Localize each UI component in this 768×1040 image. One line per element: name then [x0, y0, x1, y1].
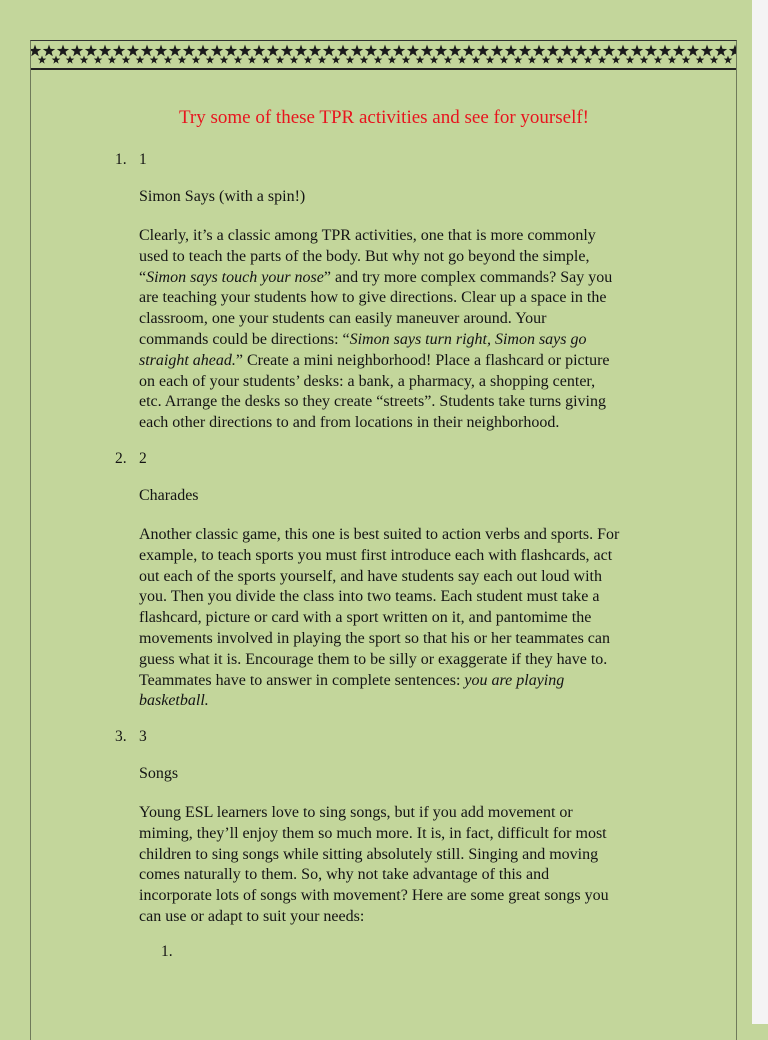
star-icon — [584, 56, 593, 64]
star-icon — [696, 56, 705, 64]
star-icon — [276, 56, 285, 64]
star-icon — [491, 45, 503, 57]
text-run: ” and try more complex commands? Say you — [323, 268, 613, 286]
text-run: each other directions to and from locations in their neighborhood. — [139, 414, 560, 432]
star-icon — [57, 45, 69, 57]
text-line — [139, 268, 679, 289]
star-icon — [500, 56, 509, 64]
star-icon — [127, 45, 139, 57]
star-icon — [477, 45, 489, 57]
star-icon — [407, 45, 419, 57]
text-run: movements involved in playing the sport so that his or her teammates can — [139, 629, 611, 647]
star-icon — [211, 45, 223, 57]
star-icon — [164, 56, 173, 64]
text-run: Young ESL learners love to sing songs, but if you add movement or — [139, 804, 573, 821]
star-icon — [393, 45, 405, 57]
italic-text: Simon says touch your nose — [146, 268, 324, 286]
star-icon — [197, 45, 209, 57]
star-icon — [421, 45, 433, 57]
italic-text: basketball. — [139, 692, 209, 710]
text-line — [139, 330, 679, 351]
star-icon — [66, 56, 75, 64]
star-icon — [351, 45, 363, 57]
text-line — [139, 525, 679, 546]
star-icon — [430, 56, 439, 64]
text-run: etc. Arrange the desks so they create “streets”. Students take turns giving — [139, 393, 606, 411]
star-icon — [617, 45, 629, 57]
star-icon — [659, 45, 671, 57]
activity-heading: Songs — [139, 765, 179, 782]
text-run: children to sing songs while sitting absolutely still. Singing and moving — [139, 845, 599, 863]
star-icon — [234, 56, 243, 64]
activity-heading: Simon Says (with a spin!) — [139, 188, 306, 205]
text-run: commands could be directions: “ — [139, 330, 350, 348]
star-icon — [449, 45, 461, 57]
star-icon — [458, 56, 467, 64]
activity-description — [139, 525, 679, 712]
star-icon — [729, 45, 736, 57]
star-icon — [612, 56, 621, 64]
star-icon — [192, 56, 201, 64]
text-line — [139, 309, 679, 330]
star-icon — [654, 56, 663, 64]
list-marker: 1. — [115, 151, 127, 168]
text-line — [139, 392, 679, 413]
text-run: miming, they’ll enjoy them so much more. It is, in fact, difficult for most — [139, 824, 607, 842]
text-line — [139, 886, 679, 907]
star-icon — [598, 56, 607, 64]
text-run: classroom, one your students can easily maneuver around. Your — [139, 310, 547, 328]
text-run: ” Create a mini neighborhood! Place a flashcard or picture — [235, 351, 610, 369]
text-run: Clearly, it’s a classic among TPR activities, one that is more commonly — [139, 227, 596, 244]
list-marker: 3. — [115, 728, 127, 745]
activity-number: 2 — [139, 450, 147, 467]
text-run: out each of the sports yourself, and have students say each out loud with — [139, 567, 602, 585]
text-line — [139, 691, 679, 712]
star-icon — [640, 56, 649, 64]
text-line — [139, 824, 679, 845]
star-icon — [99, 45, 111, 57]
star-icon — [253, 45, 265, 57]
star-icon — [603, 45, 615, 57]
star-icon — [43, 45, 55, 57]
text-run: example, to teach sports you must first introduce each with flashcards, act — [139, 546, 613, 564]
italic-text: straight ahead. — [139, 351, 236, 369]
star-icon — [136, 56, 145, 64]
text-run: comes naturally to them. So, why not take advantage of this and — [139, 866, 550, 884]
star-icon — [150, 56, 159, 64]
text-line — [139, 247, 679, 268]
star-icon — [365, 45, 377, 57]
page-edge-shadow — [752, 0, 768, 1024]
star-icon — [463, 45, 475, 57]
star-icon — [220, 56, 229, 64]
star-icon — [416, 56, 425, 64]
text-line — [139, 587, 679, 608]
star-icon — [80, 56, 89, 64]
star-icon — [631, 45, 643, 57]
text-line — [139, 567, 679, 588]
activity-number: 3 — [139, 728, 147, 745]
star-icon — [360, 56, 369, 64]
star-icon — [85, 45, 97, 57]
star-icon — [542, 56, 551, 64]
star-icon — [528, 56, 537, 64]
text-line — [139, 413, 679, 434]
star-icon — [304, 56, 313, 64]
star-icon — [113, 45, 125, 57]
text-run: on each of your students’ desks: a bank, a pharmacy, a shopping center, — [139, 372, 596, 390]
star-icon — [94, 56, 103, 64]
text-line — [139, 372, 679, 393]
text-line — [139, 865, 679, 886]
star-icon — [561, 45, 573, 57]
star-icon — [38, 56, 47, 64]
star-icon — [239, 45, 251, 57]
star-icon — [575, 45, 587, 57]
star-icon — [155, 45, 167, 57]
text-line — [139, 907, 679, 928]
star-icon — [323, 45, 335, 57]
text-run: Another classic game, this one is best suited to action verbs and sports. For — [139, 526, 620, 543]
star-icon — [472, 56, 481, 64]
text-line — [139, 671, 679, 692]
star-icon — [337, 45, 349, 57]
star-icon — [668, 56, 677, 64]
star-icon — [374, 56, 383, 64]
star-icon — [533, 45, 545, 57]
star-icon — [710, 56, 719, 64]
activity-description — [139, 226, 679, 434]
star-icon — [248, 56, 257, 64]
star-icon — [31, 45, 41, 57]
star-icon — [262, 56, 271, 64]
text-run: you. Then you divide the class into two teams. Each student must take a — [139, 588, 600, 606]
text-line — [139, 546, 679, 567]
star-border-decoration — [31, 42, 736, 70]
text-line — [139, 845, 679, 866]
activity-heading: Charades — [139, 487, 199, 504]
star-icon — [645, 45, 657, 57]
star-icon — [687, 45, 699, 57]
star-icon — [295, 45, 307, 57]
star-icon — [267, 45, 279, 57]
star-icon — [141, 45, 153, 57]
text-run: guess what it is. Encourage them to be silly or exaggerate if they have to. — [139, 650, 608, 668]
star-icon — [122, 56, 131, 64]
star-icon — [332, 56, 341, 64]
activity-number: 1 — [139, 151, 147, 168]
star-icon — [108, 56, 117, 64]
activity-description — [139, 803, 679, 928]
star-icon — [556, 56, 565, 64]
star-icon — [183, 45, 195, 57]
star-icon — [169, 45, 181, 57]
text-run: incorporate lots of songs with movement? Here are some great songs you — [139, 887, 609, 905]
text-line — [139, 351, 679, 372]
star-icon — [626, 56, 635, 64]
star-icon — [701, 45, 713, 57]
star-icon — [724, 56, 733, 64]
star-icon — [346, 56, 355, 64]
text-line — [139, 288, 679, 309]
text-run: Teammates have to answer in complete sentences: — [139, 671, 465, 689]
star-icon — [435, 45, 447, 57]
text-line — [139, 650, 679, 671]
star-icon — [290, 56, 299, 64]
star-icon — [589, 45, 601, 57]
text-run: flashcard, picture or card with a sport written on it, and pantomime the — [139, 609, 592, 627]
star-icon — [71, 45, 83, 57]
star-icon — [281, 45, 293, 57]
star-icon — [206, 56, 215, 64]
star-icon — [379, 45, 391, 57]
text-line — [139, 226, 679, 247]
star-icon — [514, 56, 523, 64]
star-icon — [178, 56, 187, 64]
text-run: can use or adapt to suit your needs: — [139, 907, 365, 925]
star-icon — [715, 45, 727, 57]
page-title: Try some of these TPR activities and see for yourself! — [178, 107, 589, 128]
text-run: are teaching your students how to give directions. Clear up a space in the — [139, 289, 607, 307]
star-icon — [682, 56, 691, 64]
star-icon — [388, 56, 397, 64]
text-line — [139, 629, 679, 650]
star-icon — [570, 56, 579, 64]
sublist-marker: 1. — [161, 943, 173, 960]
text-run: “ — [139, 268, 147, 286]
star-icon — [225, 45, 237, 57]
star-icon — [309, 45, 321, 57]
star-icon — [486, 56, 495, 64]
text-run: used to teach the parts of the body. But why not go beyond the simple, — [139, 247, 590, 265]
star-icon — [547, 45, 559, 57]
list-marker: 2. — [115, 450, 127, 467]
text-line — [139, 608, 679, 629]
star-icon — [444, 56, 453, 64]
star-icon — [318, 56, 327, 64]
text-line — [139, 803, 679, 824]
star-icon — [519, 45, 531, 57]
star-icon — [402, 56, 411, 64]
star-icon — [52, 56, 61, 64]
italic-text: Simon says turn right, Simon says go — [349, 330, 587, 348]
star-icon — [673, 45, 685, 57]
italic-text: you are playing — [464, 671, 565, 689]
star-icon — [505, 45, 517, 57]
